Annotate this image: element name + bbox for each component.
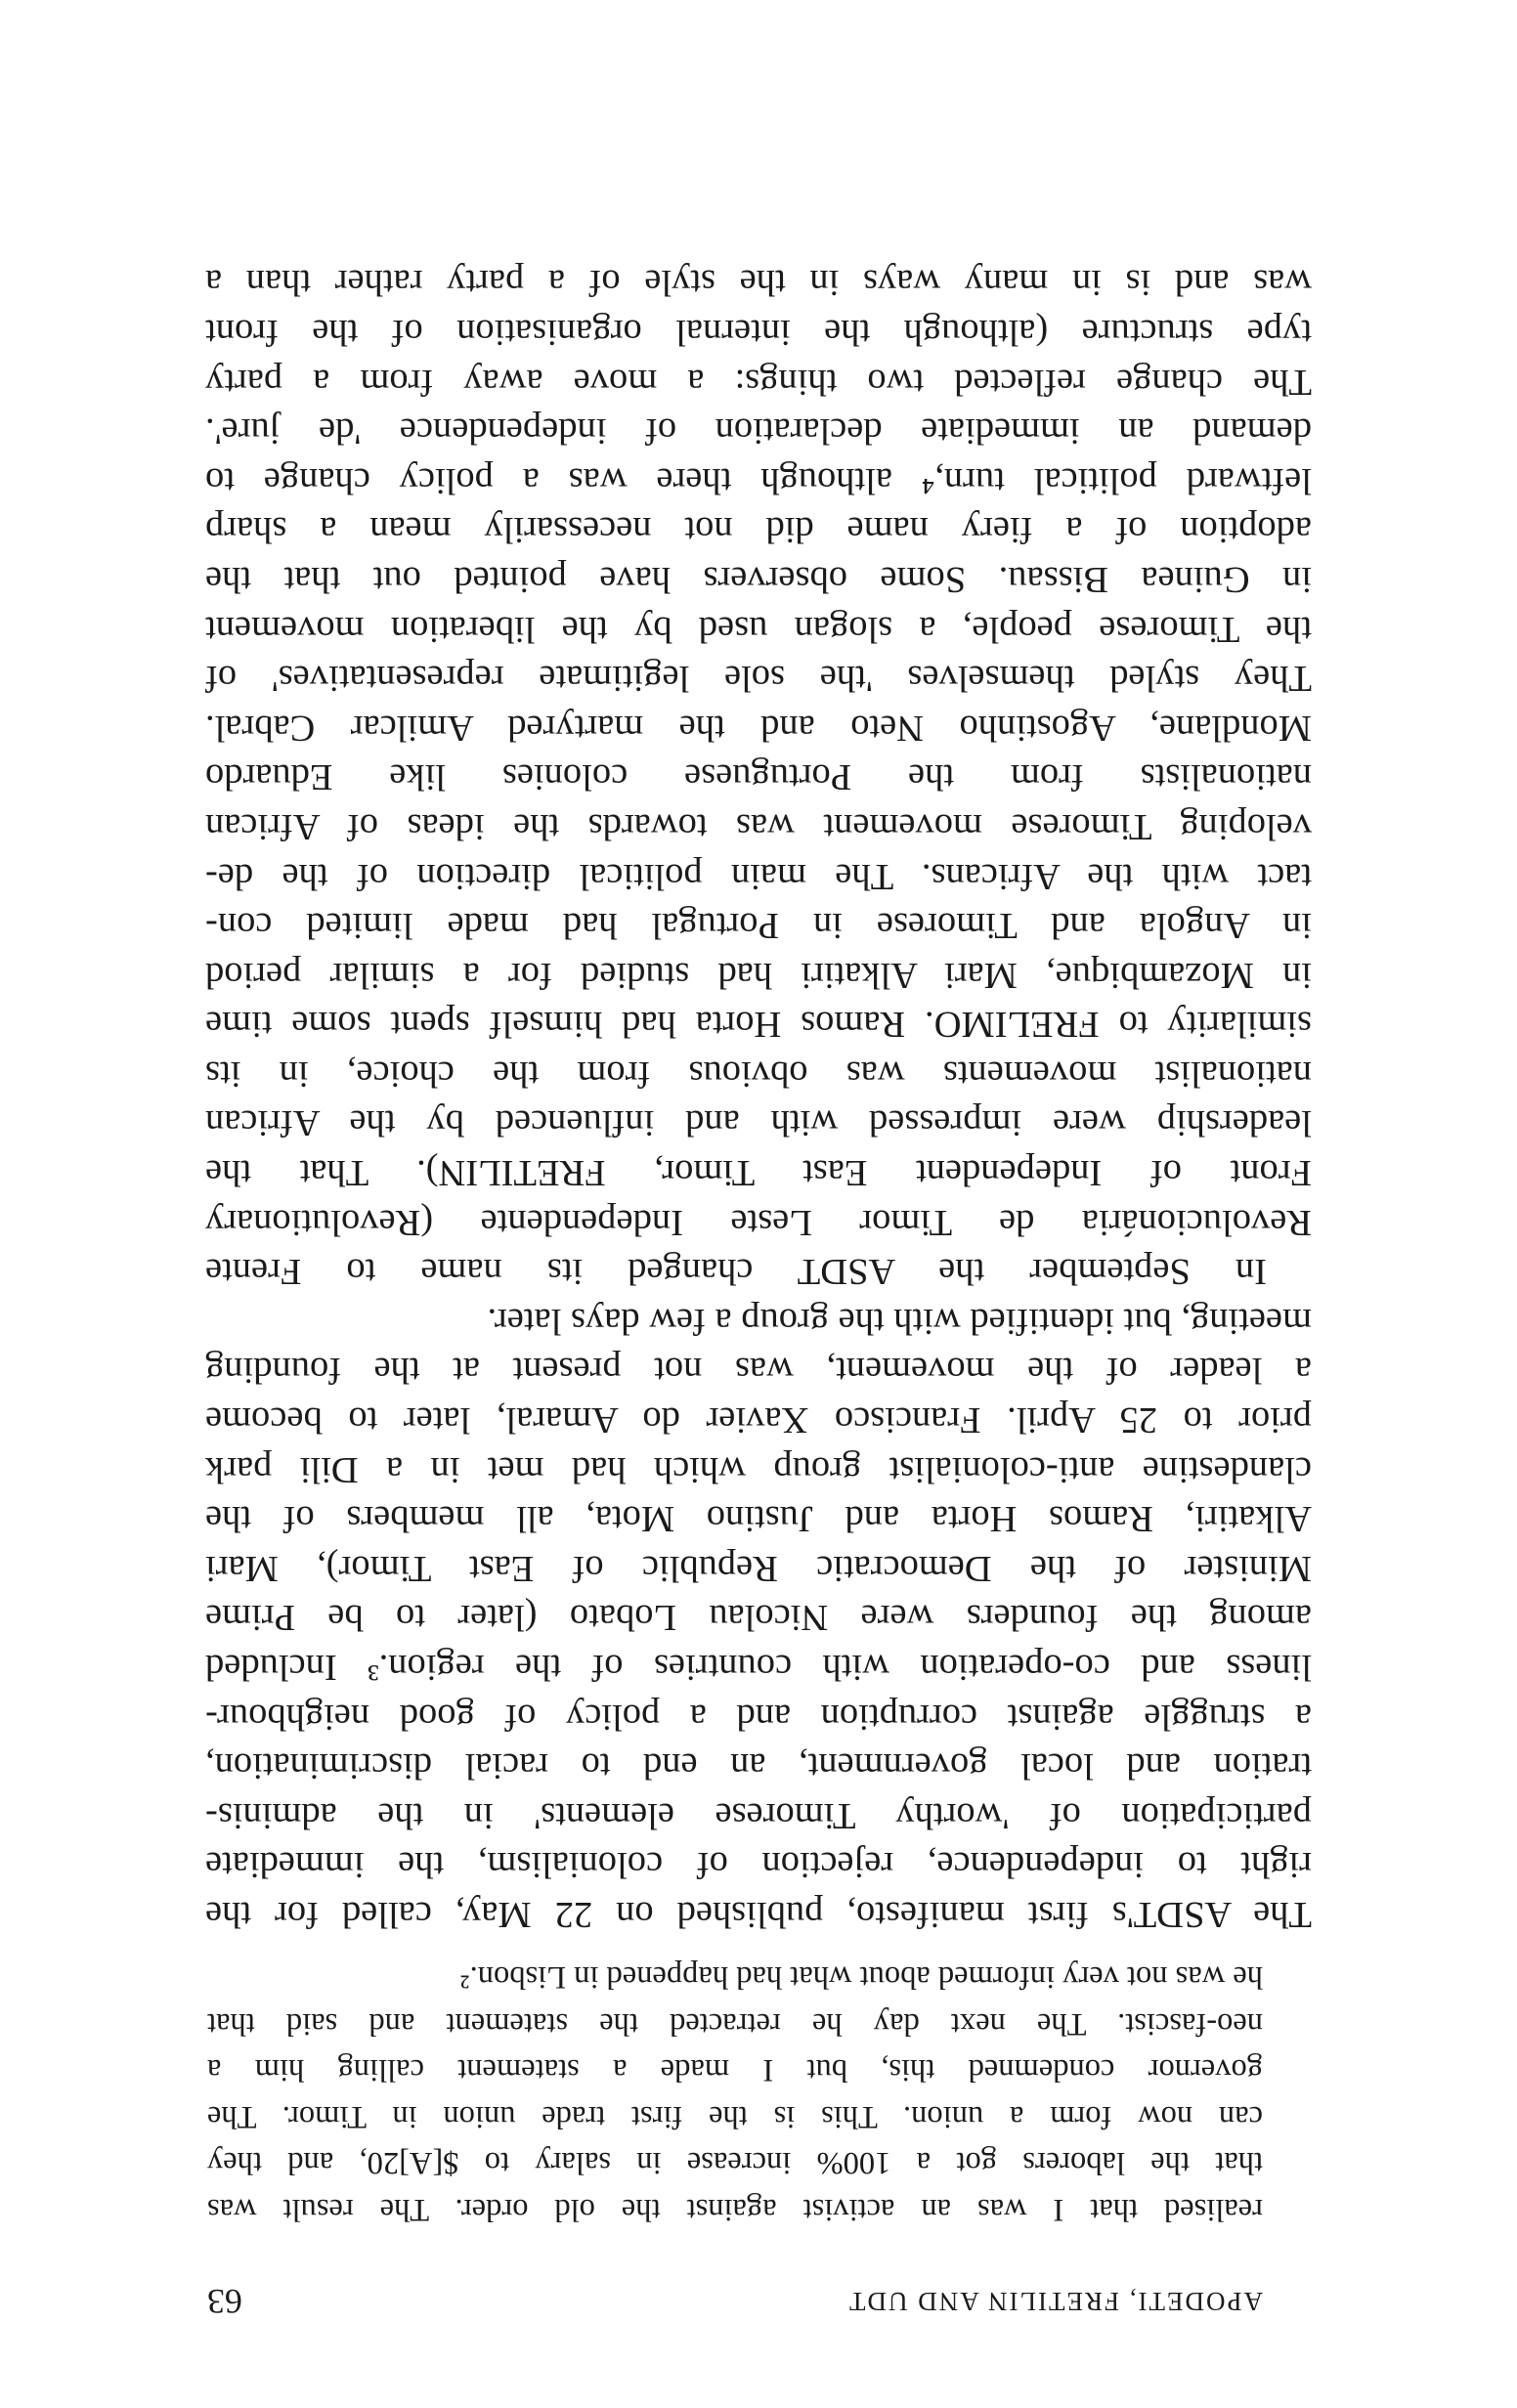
text-line: tration and local government, an end to racial discrimination,: [205, 1745, 1312, 1787]
text-line: in Mozambique, Mari Alkatiri had studied for a similar period: [205, 954, 1312, 996]
text-line: veloping Timorese movement was towards the ideas of African: [205, 805, 1312, 847]
text-line: demand an immediate declaration of independence 'de jure'.: [205, 410, 1312, 452]
text-line: a struggle against corruption and a policy of good neighbour-: [205, 1696, 1312, 1738]
text-line: the Timorese people, a slogan used by the liberation movement: [205, 608, 1312, 650]
text-line: a leader of the movement, was not present at the founding: [205, 1350, 1312, 1392]
running-head: [207, 2273, 1263, 2322]
paragraph-fretilin: [205, 258, 1312, 1296]
text-line: type structure (although the internal organisation of the front: [205, 312, 1312, 353]
text-line: The ASDT's first manifesto, published on 22 May, called for the: [205, 1894, 1312, 1935]
quote-line: can now form a union. This is the first trade union in Timor. The: [207, 2099, 1263, 2134]
page-number: 63: [207, 2282, 242, 2321]
text-line: prior to 25 April. Francisco Xavier do Amaral, later to become: [205, 1399, 1312, 1441]
text-line: nationalists from the Portuguese colonies like Eduardo: [205, 756, 1312, 798]
text-line: among the founders were Nicolau Lobato (later to be Prime: [205, 1597, 1312, 1639]
text-line: in Guinea Bissau. Some observers have pointed out that the: [205, 558, 1312, 600]
text-line: nationalist movements was obvious from the choice, in its: [205, 1053, 1312, 1095]
text-line: Front of Independent East Timor, FRETILIN). That the: [205, 1152, 1312, 1194]
block-quote: [207, 1954, 1263, 2232]
text-line: similarity to FRELIMO. Ramos Horta had himself spent some time: [205, 1004, 1312, 1046]
text-line: liness and co-operation with countries of the region.³ Included: [205, 1647, 1312, 1689]
quote-line: he was not very informed about what had happened in Lisbon.²: [459, 1959, 1263, 1996]
text-line: Revolucionária de Timor Leste Independente (Revolutionary: [205, 1201, 1312, 1243]
text-line: leadership were impressed with and influenced by the African: [205, 1102, 1312, 1144]
running-title: APODETI, FRETILIN AND UDT: [847, 2287, 1263, 2316]
text-line: was and is in many ways in the style of a party rather than a: [205, 262, 1312, 304]
text-line: right to independence, rejection of colonialism, the immediate: [205, 1844, 1312, 1886]
text-line: clandestine anti-colonialist group which had met in a Dili park: [205, 1448, 1312, 1490]
text-line: tact with the Africans. The main political direction of the de-: [205, 855, 1312, 897]
text-line: The change reflected two things: a move away from a party: [205, 361, 1312, 403]
text-line: Mondlane, Agostinho Neto and the martyred Amilcar Cabral.: [205, 707, 1312, 749]
quote-line: realised that I was an activist against the old order. The result was: [207, 2192, 1263, 2227]
text-line: Alkatiri, Ramos Horta and Justino Mota, all members of the: [205, 1498, 1312, 1540]
text-line: meeting, but identified with the group a few days later.: [487, 1300, 1312, 1342]
quote-line: governor condemned this, but I made a statement calling him a: [207, 2052, 1263, 2088]
text-line: adoption of a fiery name did not necessarily mean a sharp: [205, 509, 1312, 551]
quote-line: that the laborers got a 100% increase in salary to $[A]20, and they: [207, 2145, 1263, 2181]
body-text: [205, 258, 1312, 1939]
text-line: In September the ASDT changed its name to Frente: [205, 1251, 1267, 1293]
text-line: Minister of the Democratic Republic of East Timor), Mari: [205, 1547, 1312, 1589]
quote-line: neo-fascist. The next day he retracted the statement and said that: [207, 2006, 1263, 2042]
text-line: leftward political turn,⁴ although there was a policy change to: [205, 459, 1312, 501]
text-line: participation of 'worthy Timorese elements' in the adminis-: [205, 1794, 1312, 1836]
paragraph-manifesto: [205, 1296, 1312, 1939]
text-line: in Angola and Timorese in Portugal had made limited con-: [205, 905, 1312, 947]
text-line: They styled themselves 'the sole legitimate representatives' of: [205, 658, 1312, 700]
